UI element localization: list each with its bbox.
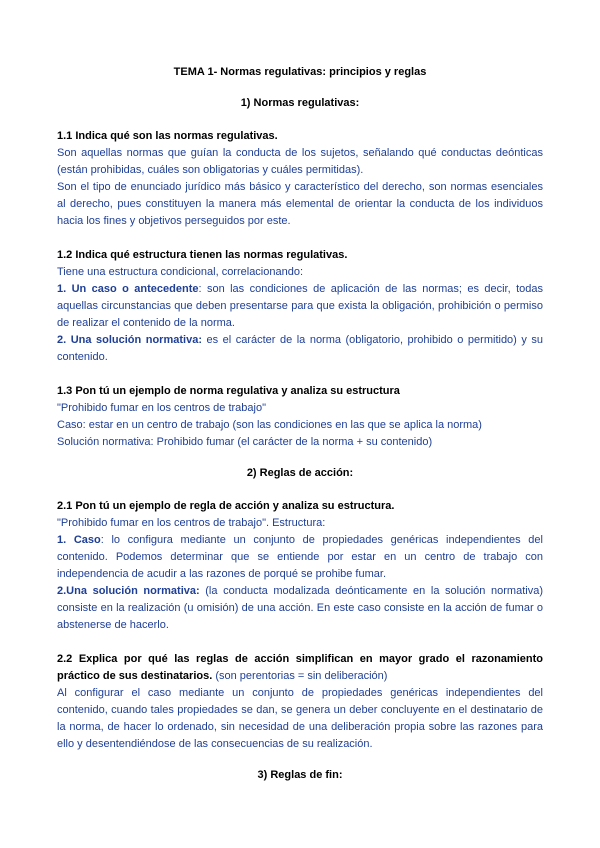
answer-1-3-p2: Caso: estar en un centro de trabajo (son las condiciones en las que se aplica la norma)	[57, 419, 482, 431]
answer-1-2-p1: Tiene una estructura condicional, correlacionando:	[57, 266, 304, 278]
answer-1-3-p1: "Prohibido fumar en los centros de trabajo"	[57, 402, 266, 414]
item-label: 1. Caso	[57, 534, 101, 546]
answer-1-1-p1: Son aquellas normas que guían la conducta de los sujetos, señalando qué conductas deónticas (están prohibidas, cuáles son obligatorias y cuáles permitidas).	[57, 147, 543, 176]
answer-1-3-p3: Solución normativa: Prohibido fumar (el carácter de la norma + su contenido)	[57, 436, 433, 448]
question-2-1: 2.1 Pon tú un ejemplo de regla de acción y analiza su estructura.	[57, 500, 395, 512]
section-1-heading: 1) Normas regulativas:	[240, 97, 360, 109]
question-1-2: 1.2 Indica qué estructura tienen las normas regulativas.	[57, 249, 348, 261]
spacer	[57, 366, 543, 383]
question-1-3: 1.3 Pon tú un ejemplo de norma regulativa y analiza su estructura	[57, 385, 400, 397]
question-2-2	[57, 651, 543, 685]
spacer	[57, 634, 543, 651]
answer-1-2-item2	[57, 332, 543, 366]
item-text: es el carácter de la norma (obligatorio, prohibido o permitido) y su contenido.	[57, 334, 543, 363]
document-title: TEMA 1- Normas regulativas: principios y reglas	[173, 66, 427, 78]
item-label: 1. Un caso o antecedente	[57, 283, 199, 295]
answer-1-1-p2: Son el tipo de enunciado jurídico más básico y característico del derecho, son normas esenciales al derecho, pues constituyen la manera más elemental de orientar la conducta de los individuos hacia los fines y objetivos perseguidos por este.	[57, 181, 543, 227]
answer-2-1-item2	[57, 583, 543, 634]
answer-2-2-p1: Al configurar el caso mediante un conjunto de propiedades genéricas independientes del contenido, cuando tales propiedades se dan, se genera un deber concluyente en el destinatario de la norma, de hacer lo ordenado, sin necesidad de una deliberación propia sobre las razones para ello y desentendiéndose de las consecuencias de su realización.	[57, 687, 543, 750]
answer-1-2-item1	[57, 281, 543, 332]
item-text: : son las condiciones de aplicación de las normas; es decir, todas aquellas circunstancias que deben presentarse para que exista la obligación, prohibición o permiso de realizar el contenido de la norma.	[57, 283, 543, 329]
question-1-1: 1.1 Indica qué son las normas regulativas.	[57, 130, 278, 142]
document-page	[57, 58, 543, 800]
item-label: 2. Una solución normativa:	[57, 334, 202, 346]
answer-2-1-p1: "Prohibido fumar en los centros de trabajo". Estructura:	[57, 517, 326, 529]
answer-2-1-item1	[57, 532, 543, 583]
spacer	[57, 230, 543, 247]
section-3-heading: 3) Reglas de fin:	[257, 769, 343, 781]
item-text: : lo configura mediante un conjunto de propiedades genéricas independientes del contenido. Podemos determinar que se entiende por estar en un centro de trabajo con independencia de acudir a las razones de porqué se prohibe fumar.	[57, 534, 543, 580]
item-text: (la conducta modalizada deónticamente en la solución normativa) consiste en la realización (u omisión) de una acción. En este caso consiste en la acción de fumar o abstenerse de hacerlo.	[57, 585, 543, 631]
question-note: (son perentorias = sin deliberación)	[212, 670, 388, 682]
question-text: 2.2 Explica por qué las reglas de acción simplifican en mayor grado el razonamiento práctico de sus destinatarios.	[57, 653, 543, 682]
item-label: 2.Una solución normativa:	[57, 585, 200, 597]
section-2-heading: 2) Reglas de acción:	[246, 467, 354, 479]
